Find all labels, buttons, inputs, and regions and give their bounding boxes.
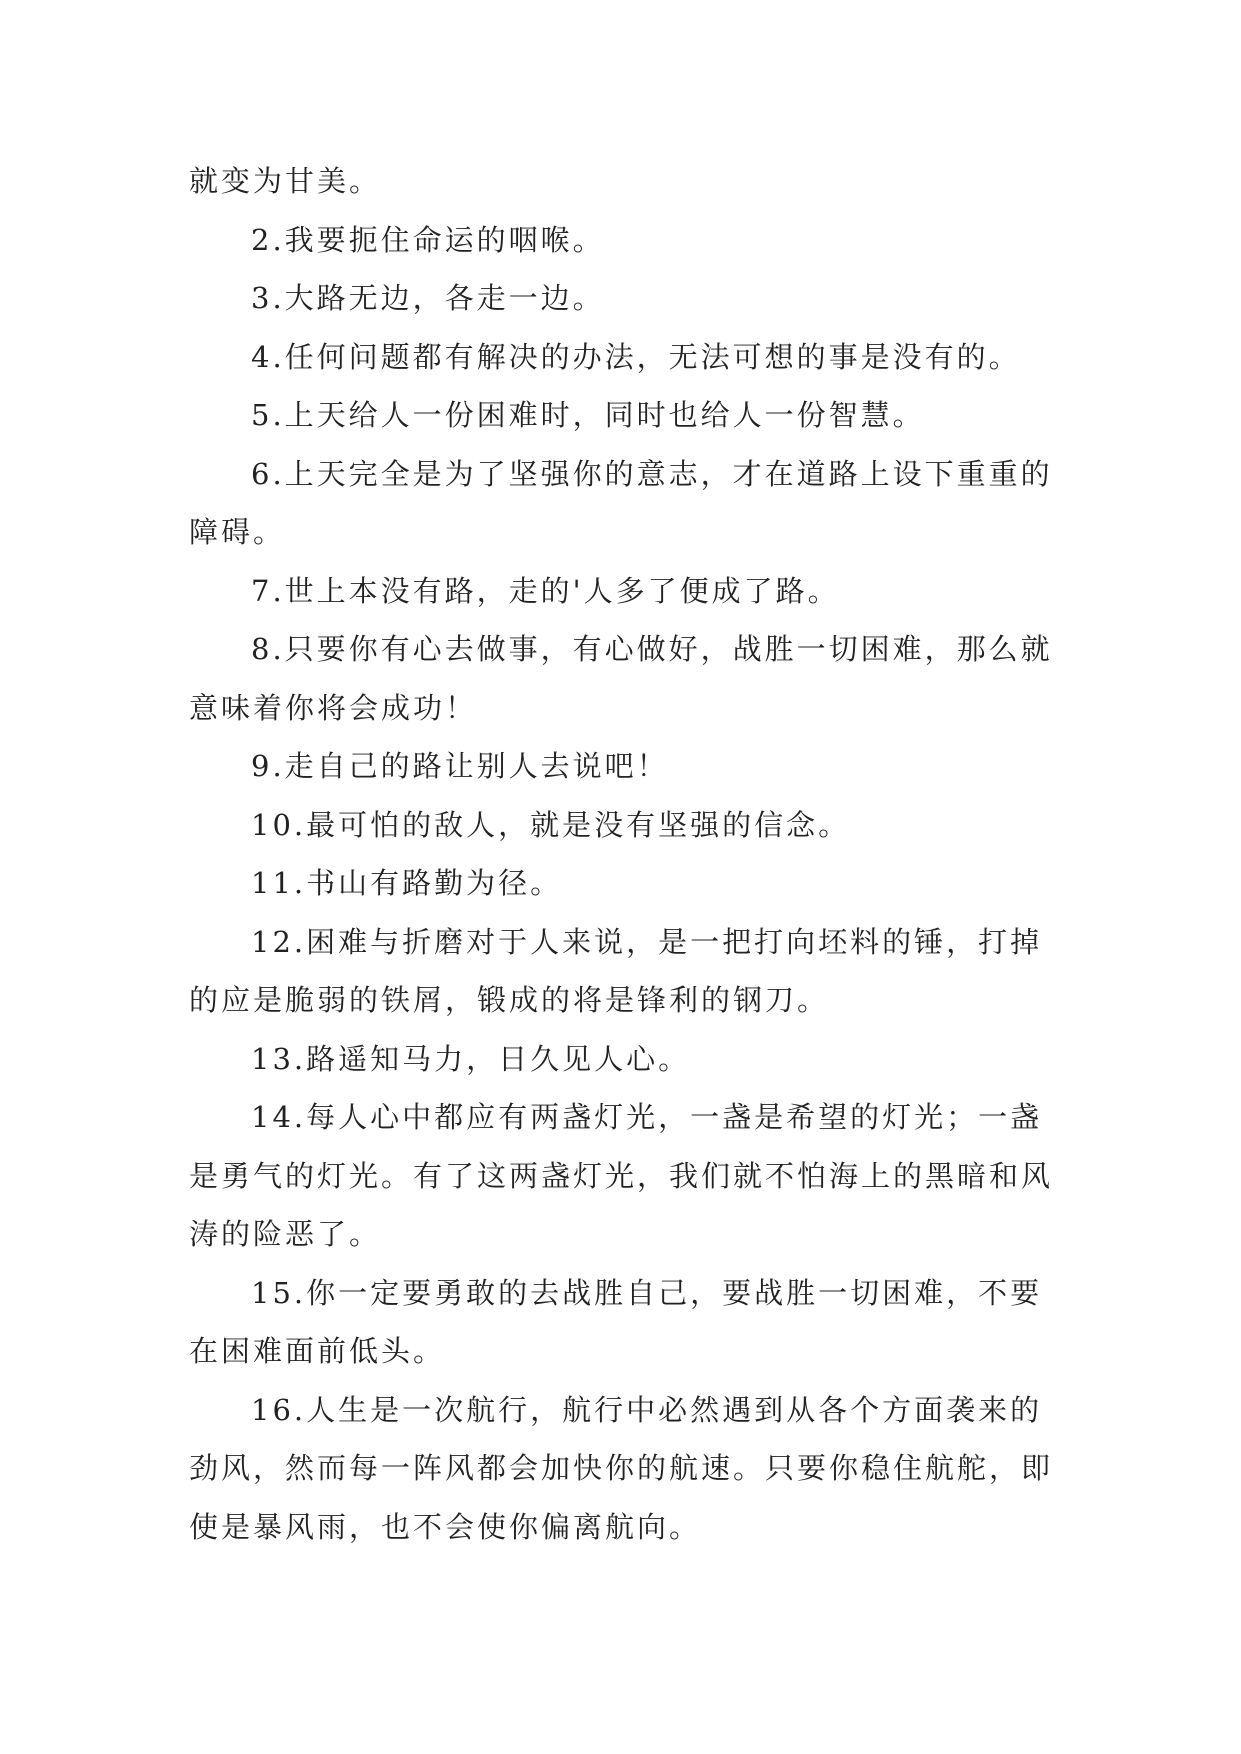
quote-item-3: 3.大路无边，各走一边。 — [251, 281, 605, 315]
quote-item-9: 9.走自己的路让别人去说吧！ — [251, 749, 669, 783]
quote-item-2: 2.我要扼住命运的咽喉。 — [251, 222, 605, 257]
quote-item-10: 10.最可怕的敌人，就是没有坚强的信念。 — [251, 807, 851, 842]
quote-item-4: 4.任何问题都有解决的办法，无法可想的事是没有的。 — [251, 339, 1021, 374]
quote-item-6: 6.上天完全是为了坚强你的意志，才在道路上设下重重的障碍。 — [189, 456, 1053, 549]
quote-item-8: 8.只要你有心去做事，有心做好，战胜一切困难，那么就意味着你将会成功！ — [189, 632, 1053, 725]
quote-item-13: 13.路遥知马力，日久见人心。 — [251, 1041, 691, 1076]
quote-item-14: 14.每人心中都应有两盏灯光，一盏是希望的灯光；一盏是勇气的灯光。有了这两盏灯光，我们就不怕海上的黑暗和风涛的险恶了。 — [189, 1100, 1054, 1251]
quote-item-11: 11.书山有路勤为径。 — [251, 866, 563, 900]
quote-item-7: 7.世上本没有路，走的'人多了便成了路。 — [251, 573, 840, 608]
paragraph-continuation: 就变为甘美。 — [189, 164, 382, 198]
document-body — [189, 152, 1069, 1556]
quote-item-15: 15.你一定要勇敢的去战胜自己，要战胜一切困难，不要在困难面前低头。 — [189, 1275, 1043, 1368]
quote-item-16: 16.人生是一次航行，航行中必然遇到从各个方面袭来的劲风，然而每一阵风都会加快你的航速。只要你稳住航舵，即使是暴风雨，也不会使你偏离航向。 — [189, 1392, 1054, 1544]
quote-item-5: 5.上天给人一份困难时，同时也给人一份智慧。 — [251, 398, 925, 432]
quote-item-12: 12.困难与折磨对于人来说，是一把打向坯料的锤，打掉的应是脆弱的铁屑，锻成的将是锋利的钢刀。 — [189, 924, 1043, 1017]
